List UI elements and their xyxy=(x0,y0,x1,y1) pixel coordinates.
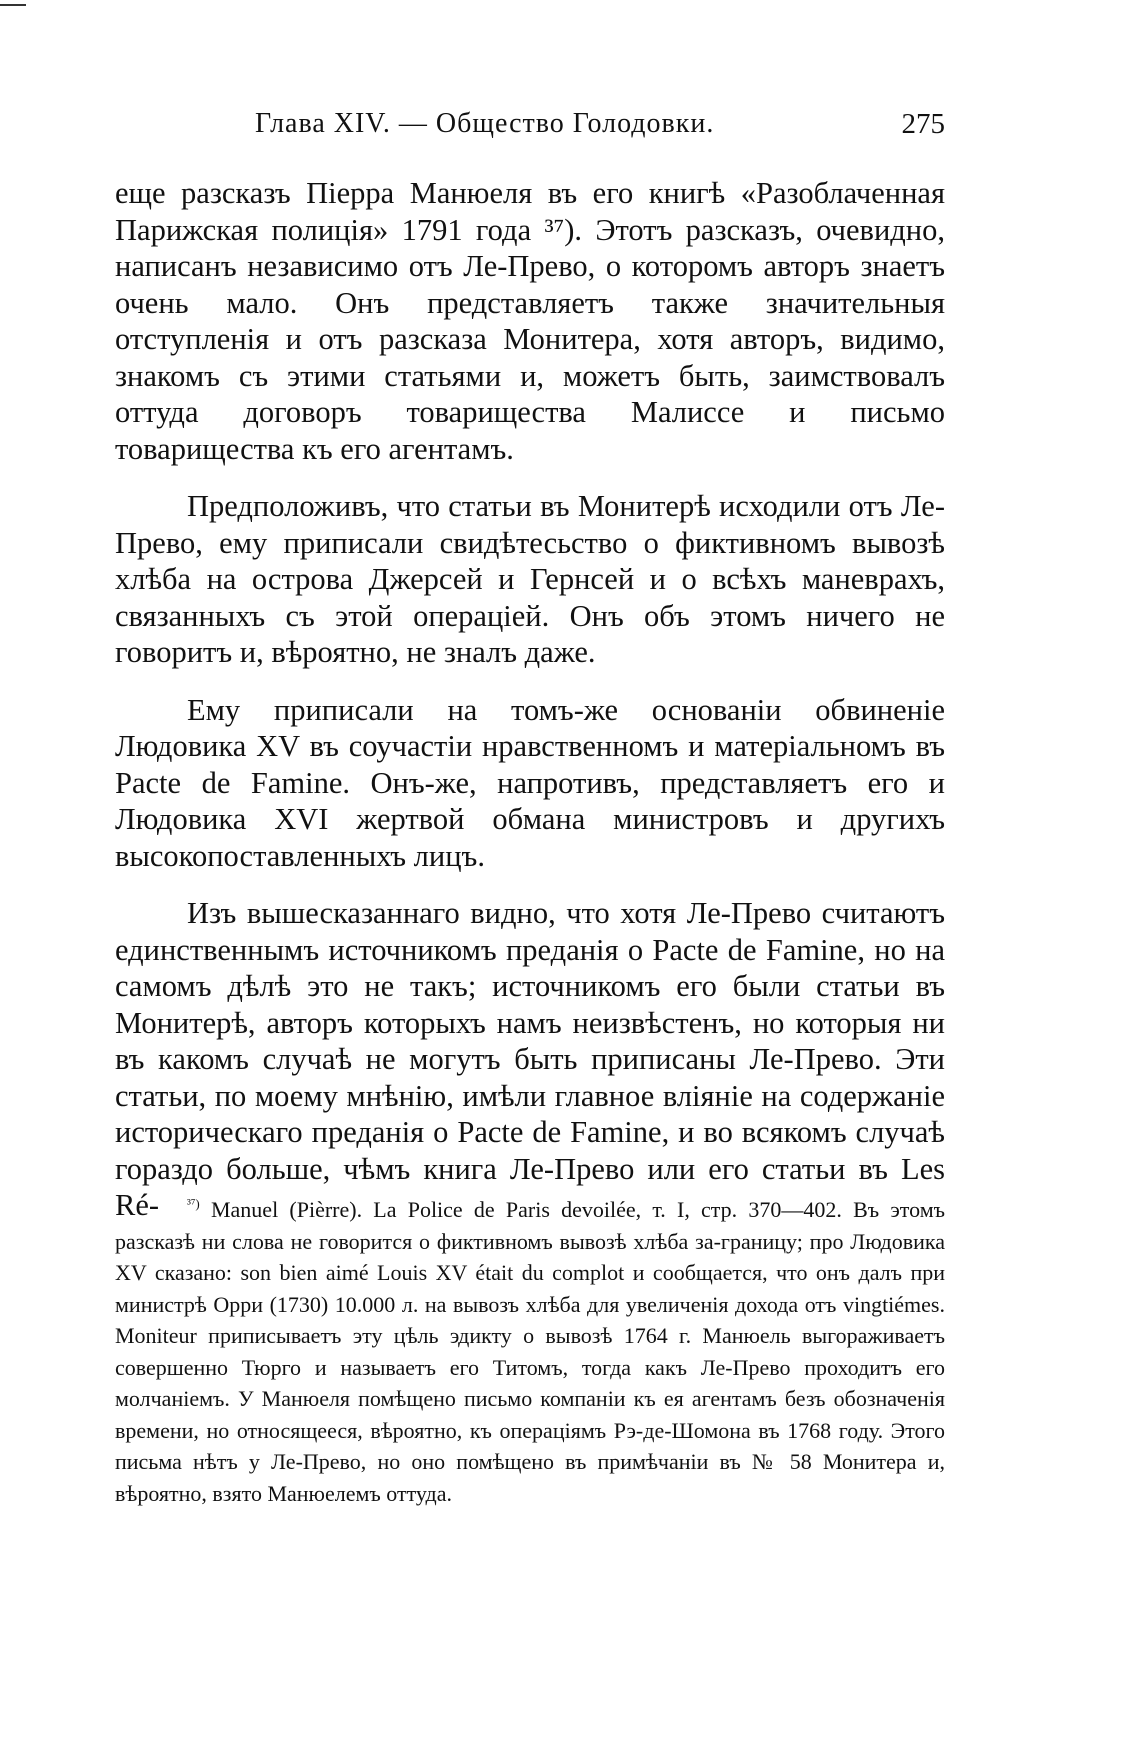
paragraph-1: еще разсказъ Пiерра Манюеля въ его книгѣ «Разоблаченная Парижская полицiя» 1791 года ³⁷). Этотъ разсказъ, очевидно, написанъ независимо отъ Ле-Прево, о которомъ авторъ знаетъ очень мало. Онъ представляетъ также значительныя отступленiя и отъ разсказа Монитера, хотя авторъ, видимо, знакомъ съ этими статьями и, можетъ быть, заимствовалъ оттуда договоръ товарищества Малиссе и письмо товарищества къ его агентамъ. xyxy=(115,176,945,466)
page-number: 275 xyxy=(901,108,945,140)
main-text xyxy=(115,175,945,1245)
paragraph-4: Изъ вышесказаннаго видно, что хотя Ле-Прево считаютъ единственнымъ источникомъ преданiя о Pacte de Famine, но на самомъ дѣлѣ это не такъ; источникомъ его были статьи въ Монитерѣ, авторъ которыхъ намъ неизвѣстенъ, но которыя ни въ какомъ случаѣ не могутъ быть приписаны Ле-Прево. Эти статьи, по моему мнѣнiю, имѣли главное влiянiе на содержанiе историческаго преданiя о Pacte de Famine, и во всякомъ случаѣ гораздо больше, чѣмъ книга Ле-Прево или его статьи въ Les Ré- xyxy=(115,896,945,1222)
footnote-37 xyxy=(115,1188,945,1509)
footnote-marker: ³⁷) xyxy=(187,1196,200,1211)
page-header xyxy=(115,108,945,148)
paragraph-2: Предположивъ, что статьи въ Монитерѣ исходили отъ Ле-Прево, ему приписали свидѣтесьство о фиктивномъ вывозѣ хлѣба на острова Джерсей и Гернсей и о всѣхъ маневрахъ, связанныхъ съ этой операцiей. Онъ объ этомъ ничего не говоритъ и, вѣроятно, не зналъ даже. xyxy=(115,489,945,669)
scan-edge-mark xyxy=(0,4,26,6)
footnote-text: Manuel (Pièrre). La Police de Paris devoilée, т. I, стр. 370—402. Въ этомъ разсказѣ ни слова не говорится о фиктивномъ вывозѣ хлѣба за-границу; про Людовика XV сказано: son bien aimé Louis XV était du complot и сообщается, что онъ далъ при министрѣ Орри (1730) 10.000 л. на вывозъ хлѣба для увеличенiя дохода отъ vingtiémes. Moniteur приписываетъ эту цѣль эдикту о вывозѣ 1764 г. Манюель выгораживаетъ совершенно Тюрго и называетъ его Титомъ, тогда какъ Ле-Прево проходитъ его молчанiемъ. У Манюеля помѣщено письмо компанiи къ ея агентамъ безъ обозначенiя времени, но относящееся, вѣроятно, къ операцiямъ Рэ-де-Шомона въ 1768 году. Этого письма нѣтъ у Ле-Прево, но оно помѣщено въ примѣчанiи въ № 58 Монитера и, вѣроятно, взято Манюелемъ оттуда. xyxy=(115,1197,945,1506)
paragraph-3: Ему приписали на томъ-же основанiи обвиненiе Людовика XV въ соучастiи нравственномъ и матерiальномъ въ Pacte de Famine. Онъ-же, напротивъ, представляетъ его и Людовика XVI жертвой обмана министровъ и другихъ высокопоставленныхъ лицъ. xyxy=(115,692,945,873)
running-head: Глава XIV. — Общество Голодовки. xyxy=(255,108,715,139)
